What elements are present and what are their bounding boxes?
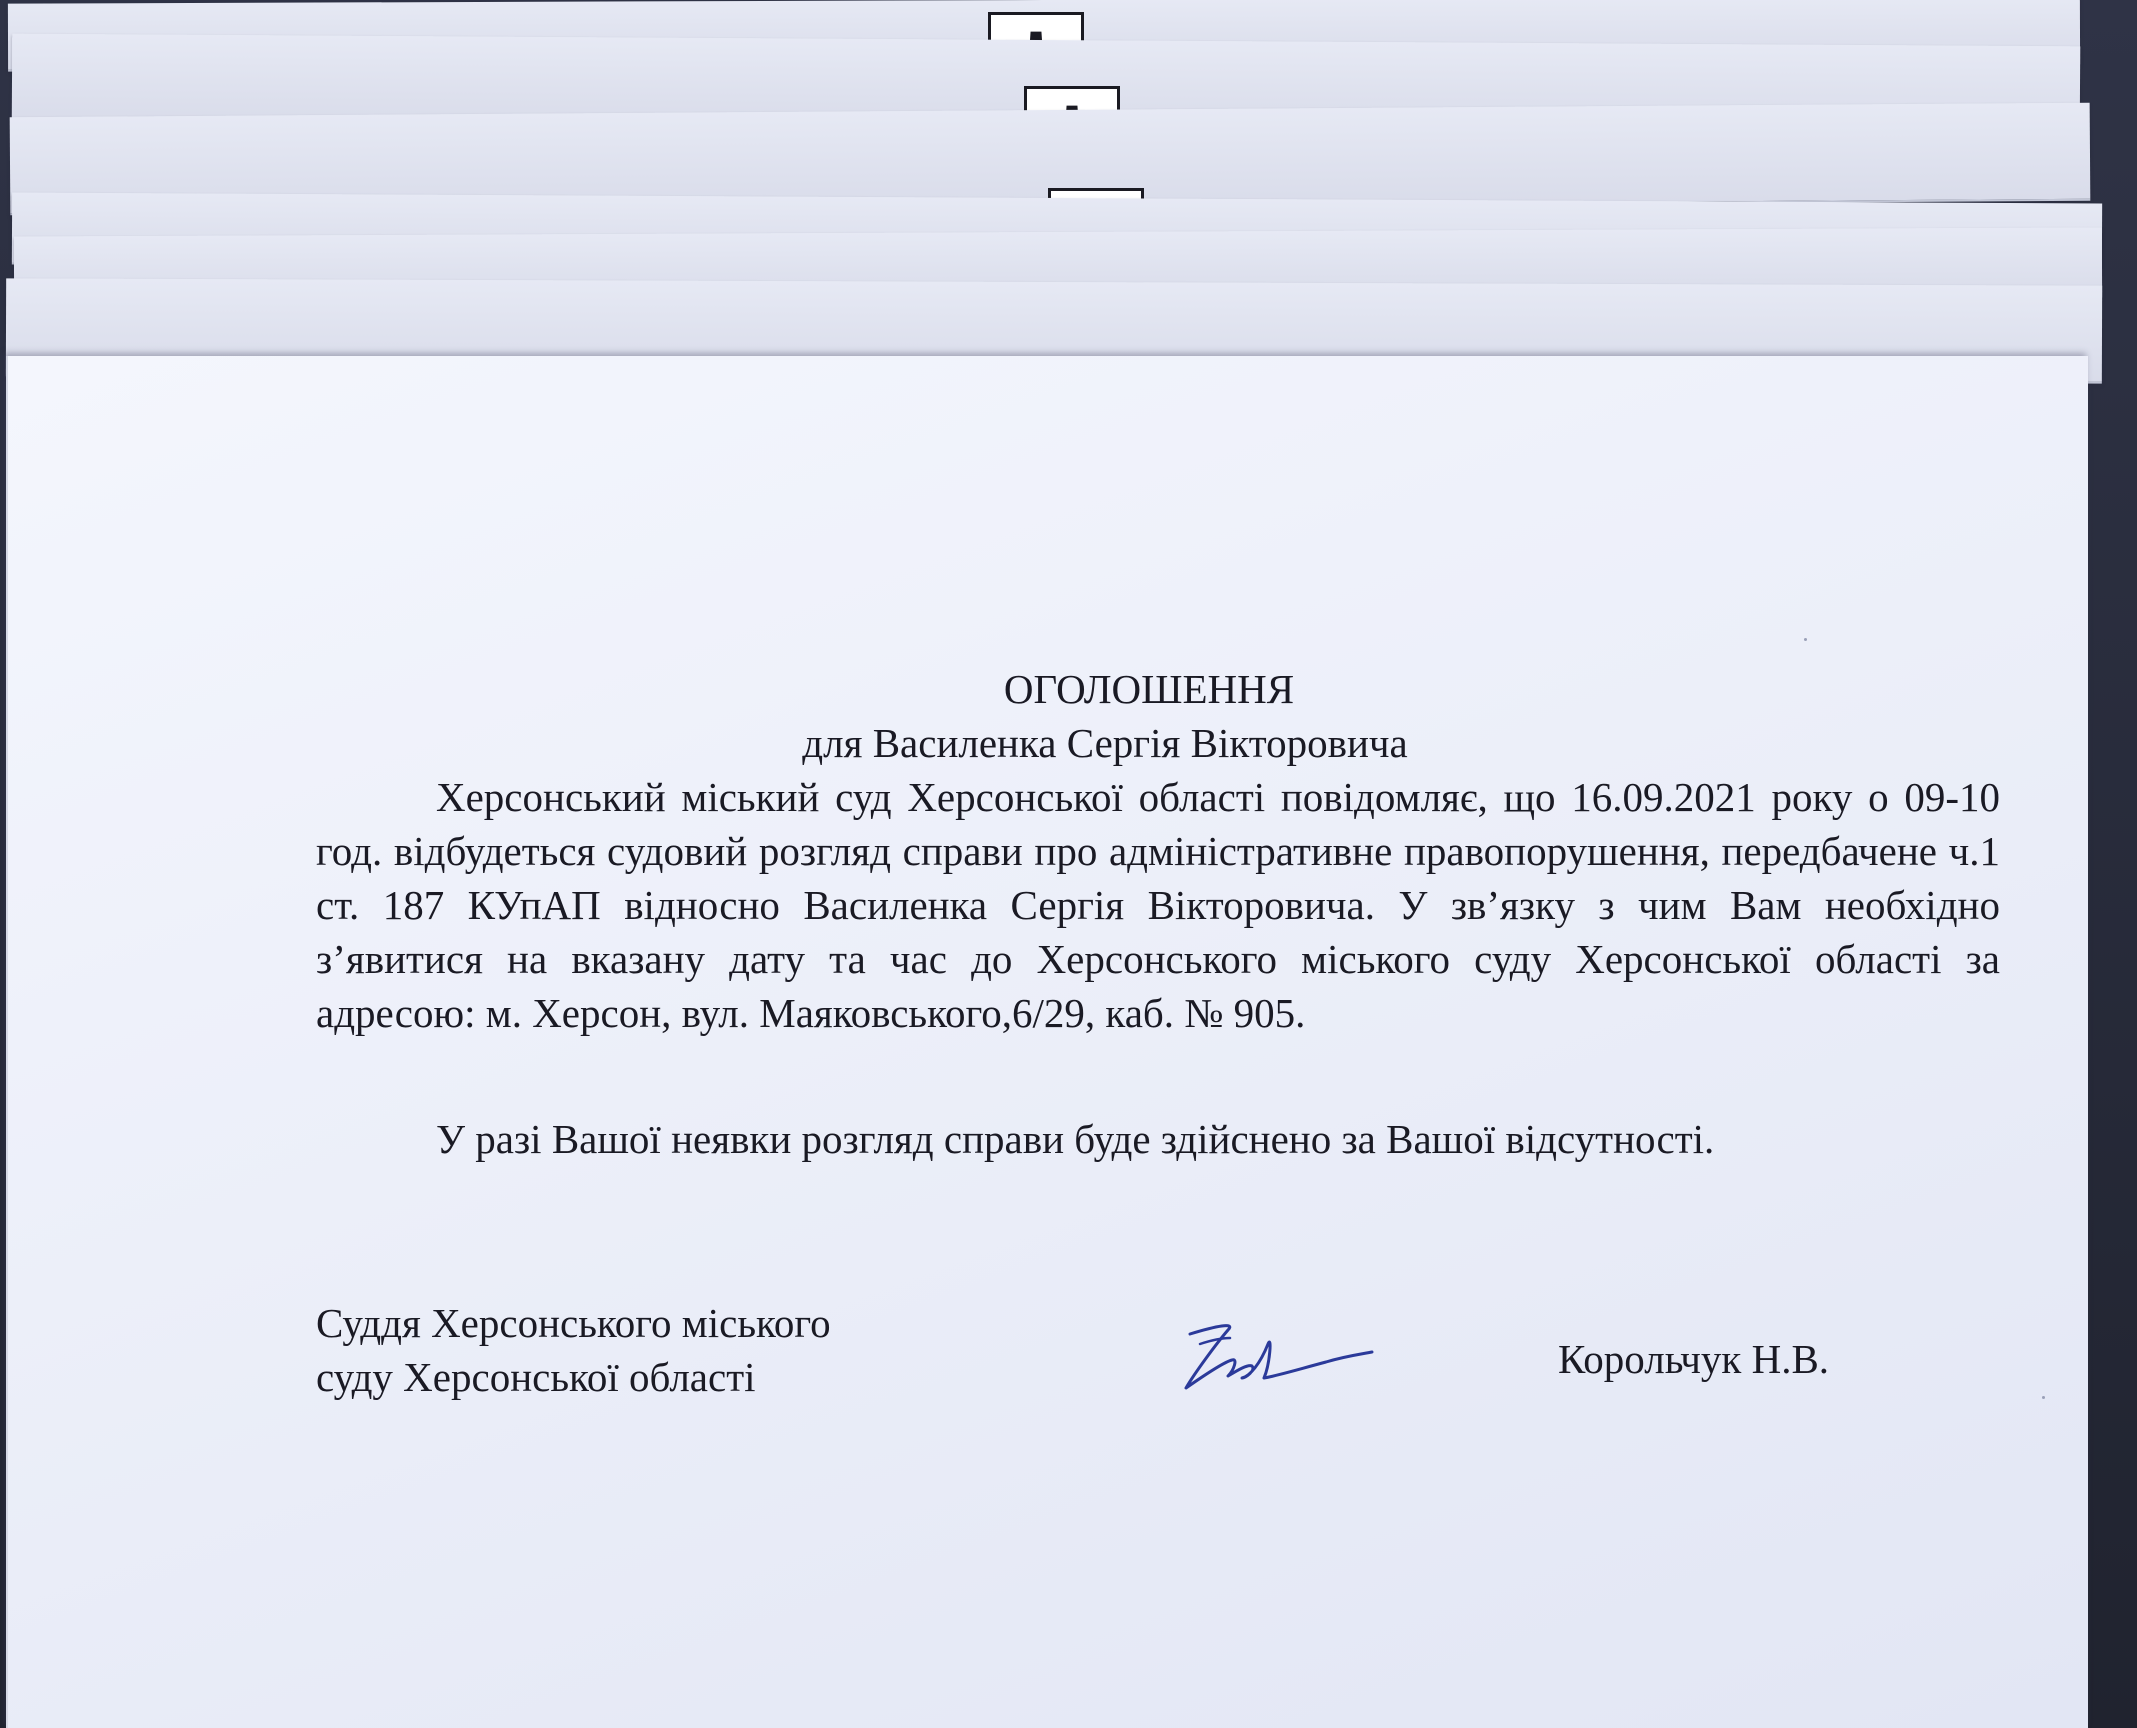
paper-speck bbox=[1804, 638, 1807, 641]
notice-title: ОГОЛОШЕННЯ bbox=[1003, 666, 1295, 712]
signer-name: Корольчук Н.В. bbox=[1558, 1336, 1830, 1382]
notice-sheet bbox=[6, 356, 2088, 1728]
signer-position-line-1: Суддя Херсонського міського bbox=[316, 1300, 831, 1346]
notice-body: Херсонський міський суд Херсонської області повідомляє, що 16.09.2021 року о 09-10 год. відбудеться судовий розгляд справи про адміністративне правопорушення, передбачене ч.1 ст. 187 КУпАП відносно Василенка Сергія Вікторовича. У зв’язку з чим Вам необхідно з’явитися на вказану дату та час до Херсонського міського суду Херсонської області за адресою: м. Херсон, вул. Маяковського,6/29, каб. № 905. bbox=[316, 774, 2000, 1036]
notice-recipient: для Василенка Сергія Вікторовича bbox=[802, 720, 1408, 766]
signer-position bbox=[316, 1296, 1076, 1404]
signer-position-line-2: суду Херсонської області bbox=[316, 1354, 756, 1400]
handwritten-signature bbox=[1176, 1304, 1376, 1414]
paper-speck bbox=[2042, 1396, 2045, 1399]
absence-clause: У разі Вашої неявки розгляд справи буде здійснено за Вашої відсутності. bbox=[436, 1116, 1715, 1162]
